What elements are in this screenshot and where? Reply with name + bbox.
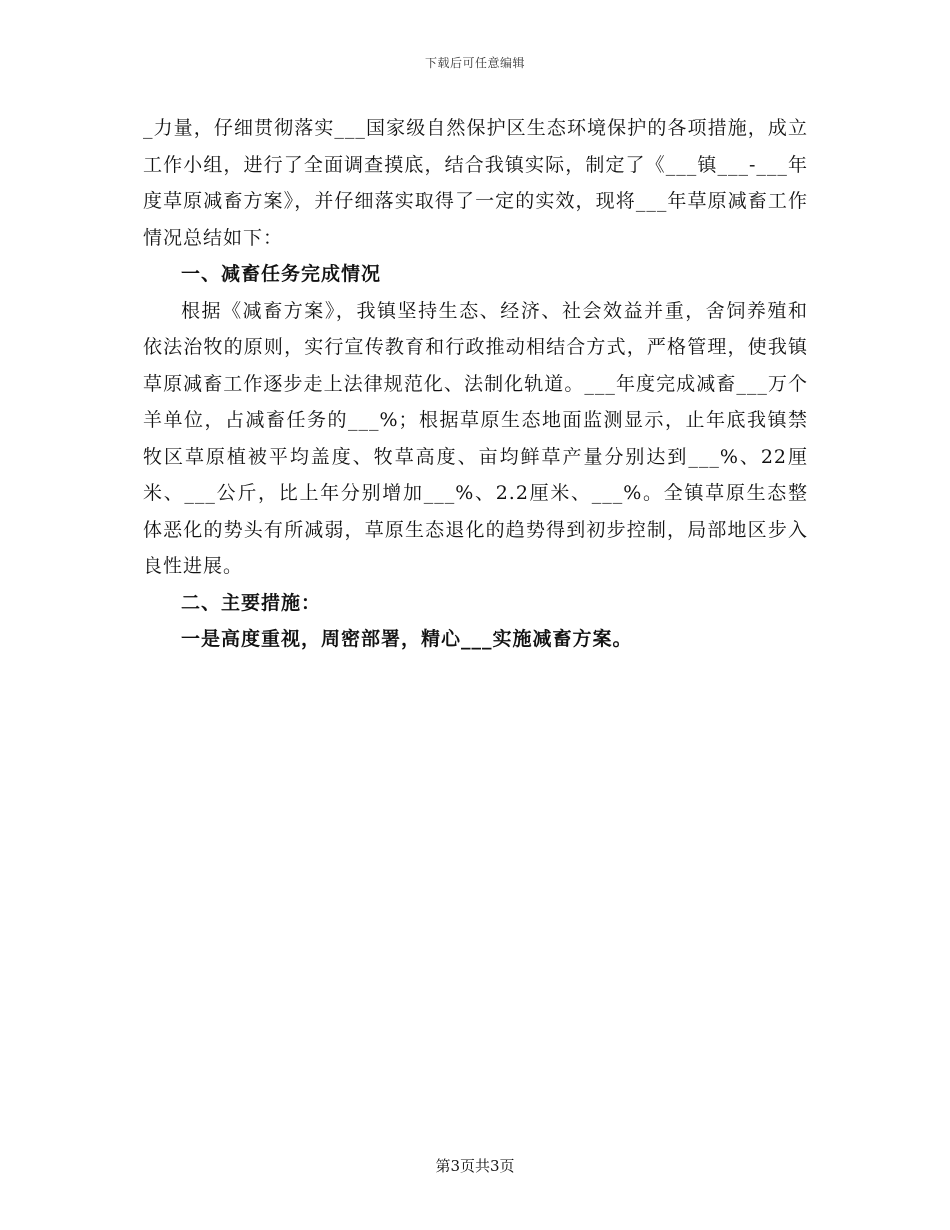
intro-paragraph: _力量，仔细贯彻落实___国家级自然保护区生态环境保护的各项措施，成立工作小组，进行了全面调查摸底，结合我镇实际，制定了《___镇___-___年度草原减畜方案》，并仔细落实取得了一定的实效，现将___年草原减畜工作情况总结如下： [143, 117, 808, 249]
section-heading-main-measures: 二、主要措施： [181, 591, 322, 614]
measure-one-heading: 一是高度重视，周密部署，精心___实施减畜方案。 [181, 628, 633, 650]
page-number-footer: 第3页共3页 [435, 1157, 515, 1175]
section-heading-task-completion: 一、减畜任务完成情况 [181, 263, 382, 285]
task-completion-paragraph: 根据《减畜方案》，我镇坚持生态、经济、社会效益并重，舍饲养殖和依法治牧的原则，实行宣传教育和行政推动相结合方式，严格管理，使我镇草原减畜工作逐步走上法律规范化、法制化轨道。___年度完成减畜___万个羊单位，占减畜任务的___%；根据草原生态地面监测显示，止年底我镇禁牧区草原植被平均盖度、牧草高度、亩均鲜草产量分别达到___%、22厘米、___公斤，比上年分别增加___%、2.2厘米、___%。全镇草原生态整体恶化的势头有所减弱，草原生态退化的趋势得到初步控制，局部地区步入良性进展。 [143, 299, 808, 577]
document-body [143, 110, 808, 658]
page-header-note: 下载后可任意编辑 [424, 56, 525, 70]
